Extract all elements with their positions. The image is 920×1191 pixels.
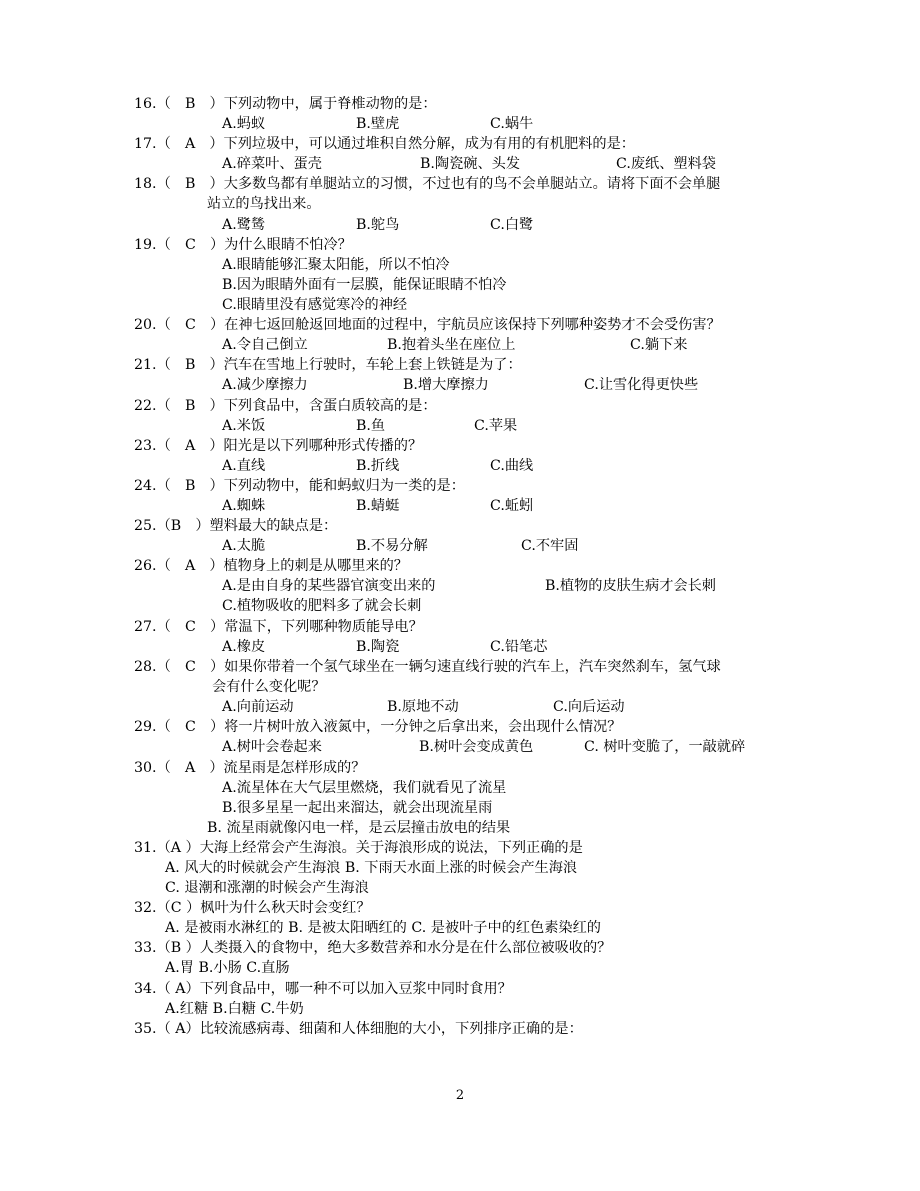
option-24-b: B.蜻蜓 xyxy=(356,498,400,514)
option-29-a: A.树叶会卷起来 xyxy=(222,739,322,755)
question-26: 26.（ A ）植物身上的刺是从哪里来的？ xyxy=(134,558,408,574)
option-18-a: A.鹭鸶 xyxy=(222,217,266,233)
option-30-a: A.流星体在大气层里燃烧，我们就看见了流星 xyxy=(222,780,507,796)
option-29-b: B.树叶会变成黄色 xyxy=(419,739,534,755)
option-28-c: C.向后运动 xyxy=(553,699,625,715)
option-31-c: C. 退潮和涨潮的时候会产生海浪 xyxy=(165,880,369,896)
option-26-a: A.是由自身的某些器官演变出来的 xyxy=(222,578,436,594)
question-35: 35.（ A）比较流感病毒、细菌和人体细胞的大小，下列排序正确的是： xyxy=(134,1021,583,1037)
question-22: 22.（ B ）下列食品中，含蛋白质较高的是： xyxy=(134,398,437,414)
option-25-a: A.太脆 xyxy=(222,538,266,554)
question-25: 25.（B ）塑料最大的缺点是： xyxy=(134,518,338,534)
option-25-c: C.不牢固 xyxy=(521,538,579,554)
option-22-a: A.米饭 xyxy=(222,418,266,434)
question-18: 18.（ B ）大多数鸟都有单腿站立的习惯，不过也有的鸟不会单腿站立。请将下面不会单腿 xyxy=(134,176,721,192)
question-28: 28.（ C ）如果你带着一个氢气球坐在一辆匀速直线行驶的汽车上，汽车突然刹车，氢气球 xyxy=(134,659,721,675)
option-22-b: B.鱼 xyxy=(356,418,386,434)
option-29-c: C. 树叶变脆了，一敲就碎 xyxy=(584,739,746,755)
options-32: A. 是被雨水淋红的 B. 是被太阳晒红的 C. 是被叶子中的红色素染红的 xyxy=(165,920,601,936)
option-25-b: B.不易分解 xyxy=(356,538,428,554)
page-number: 2 xyxy=(455,1088,465,1103)
question-24: 24.（ B ）下列动物中，能和蚂蚁归为一类的是： xyxy=(134,478,465,494)
option-23-a: A.直线 xyxy=(222,458,266,474)
question-32: 32.（C ）枫叶为什么秋天时会变红？ xyxy=(134,900,371,916)
option-19-a: A.眼睛能够汇聚太阳能，所以不怕冷 xyxy=(222,257,450,273)
option-16-b: B.壁虎 xyxy=(356,116,400,132)
option-24-c: C.蚯蚓 xyxy=(490,498,534,514)
option-20-b: B.抱着头坐在座位上 xyxy=(387,337,516,353)
option-21-b: B.增大摩擦力 xyxy=(403,377,489,393)
option-27-c: C.铅笔芯 xyxy=(490,639,548,655)
option-18-b: B.鸵鸟 xyxy=(356,217,400,233)
question-23: 23.（ A ）阳光是以下列哪种形式传播的？ xyxy=(134,438,423,454)
option-27-b: B.陶瓷 xyxy=(356,639,400,655)
option-26-b: B.植物的皮肤生病才会长刺 xyxy=(545,578,716,594)
option-23-b: B.折线 xyxy=(356,458,400,474)
question-34: 34.（ A）下列食品中，哪一种不可以加入豆浆中同时食用？ xyxy=(134,981,512,997)
question-29: 29.（ C ）将一片树叶放入液氮中，一分钟之后拿出来，会出现什么情况？ xyxy=(134,719,622,735)
question-20: 20.（ C ）在神七返回舱返回地面的过程中，宇航员应该保持下列哪种姿势才不会受伤害？ xyxy=(134,317,721,333)
option-20-c: C.躺下来 xyxy=(630,337,688,353)
option-17-b: B.陶瓷碗、头发 xyxy=(420,156,521,172)
option-17-c: C.废纸、塑料袋 xyxy=(616,156,716,172)
option-20-a: A.令自己倒立 xyxy=(222,337,308,353)
option-21-c: C.让雪化得更快些 xyxy=(584,377,699,393)
question-27: 27.（ C ）常温下，下列哪种物质能导电？ xyxy=(134,619,423,635)
option-19-c: C.眼睛里没有感觉寒冷的神经 xyxy=(222,297,408,313)
option-21-a: A.减少摩擦力 xyxy=(222,377,308,393)
option-24-a: A.蜘蛛 xyxy=(222,498,266,514)
question-16: 16.（ B ）下列动物中，属于脊椎动物的是： xyxy=(134,96,437,112)
option-28-b: B.原地不动 xyxy=(387,699,459,715)
option-18-c: C.白鹭 xyxy=(490,217,534,233)
option-16-c: C.蜗牛 xyxy=(490,116,534,132)
question-31: 31.（A ）大海上经常会产生海浪。关于海浪形成的说法，下列正确的是 xyxy=(134,840,583,856)
question-28-cont: 会有什么变化呢？ xyxy=(212,679,326,695)
question-18-cont: 站立的鸟找出来。 xyxy=(207,196,321,212)
option-30-b: B.很多星星一起出来溜达，就会出现流星雨 xyxy=(222,800,493,816)
options-34: A.红糖 B.白糖 C.牛奶 xyxy=(165,1001,304,1017)
option-17-a: A.碎菜叶、蛋壳 xyxy=(222,156,322,172)
question-33: 33.（B ）人类摄入的食物中，绝大多数营养和水分是在什么部位被吸收的？ xyxy=(134,940,612,956)
options-31-ab: A. 风大的时候就会产生海浪 B. 下雨天水面上涨的时候会产生海浪 xyxy=(165,860,578,876)
option-19-b: B.因为眼睛外面有一层膜，能保证眼睛不怕冷 xyxy=(222,277,507,293)
question-30: 30.（ A ）流星雨是怎样形成的？ xyxy=(134,760,366,776)
option-26-c: C.植物吸收的肥料多了就会长刺 xyxy=(222,598,422,614)
option-28-a: A.向前运动 xyxy=(222,699,294,715)
question-19: 19.（ C ）为什么眼睛不怕冷？ xyxy=(134,237,352,253)
option-30-c: B. 流星雨就像闪电一样，是云层撞击放电的结果 xyxy=(207,820,511,836)
question-21: 21.（ B ）汽车在雪地上行驶时，车轮上套上铁链是为了： xyxy=(134,357,522,373)
option-23-c: C.曲线 xyxy=(490,458,534,474)
option-27-a: A.橡皮 xyxy=(222,639,266,655)
question-17: 17.（ A ）下列垃圾中，可以通过堆积自然分解，成为有用的有机肥料的是： xyxy=(134,136,635,152)
option-22-c: C.苹果 xyxy=(474,418,518,434)
option-16-a: A.蚂蚁 xyxy=(222,116,266,132)
options-33: A.胃 B.小肠 C.直肠 xyxy=(165,960,290,976)
